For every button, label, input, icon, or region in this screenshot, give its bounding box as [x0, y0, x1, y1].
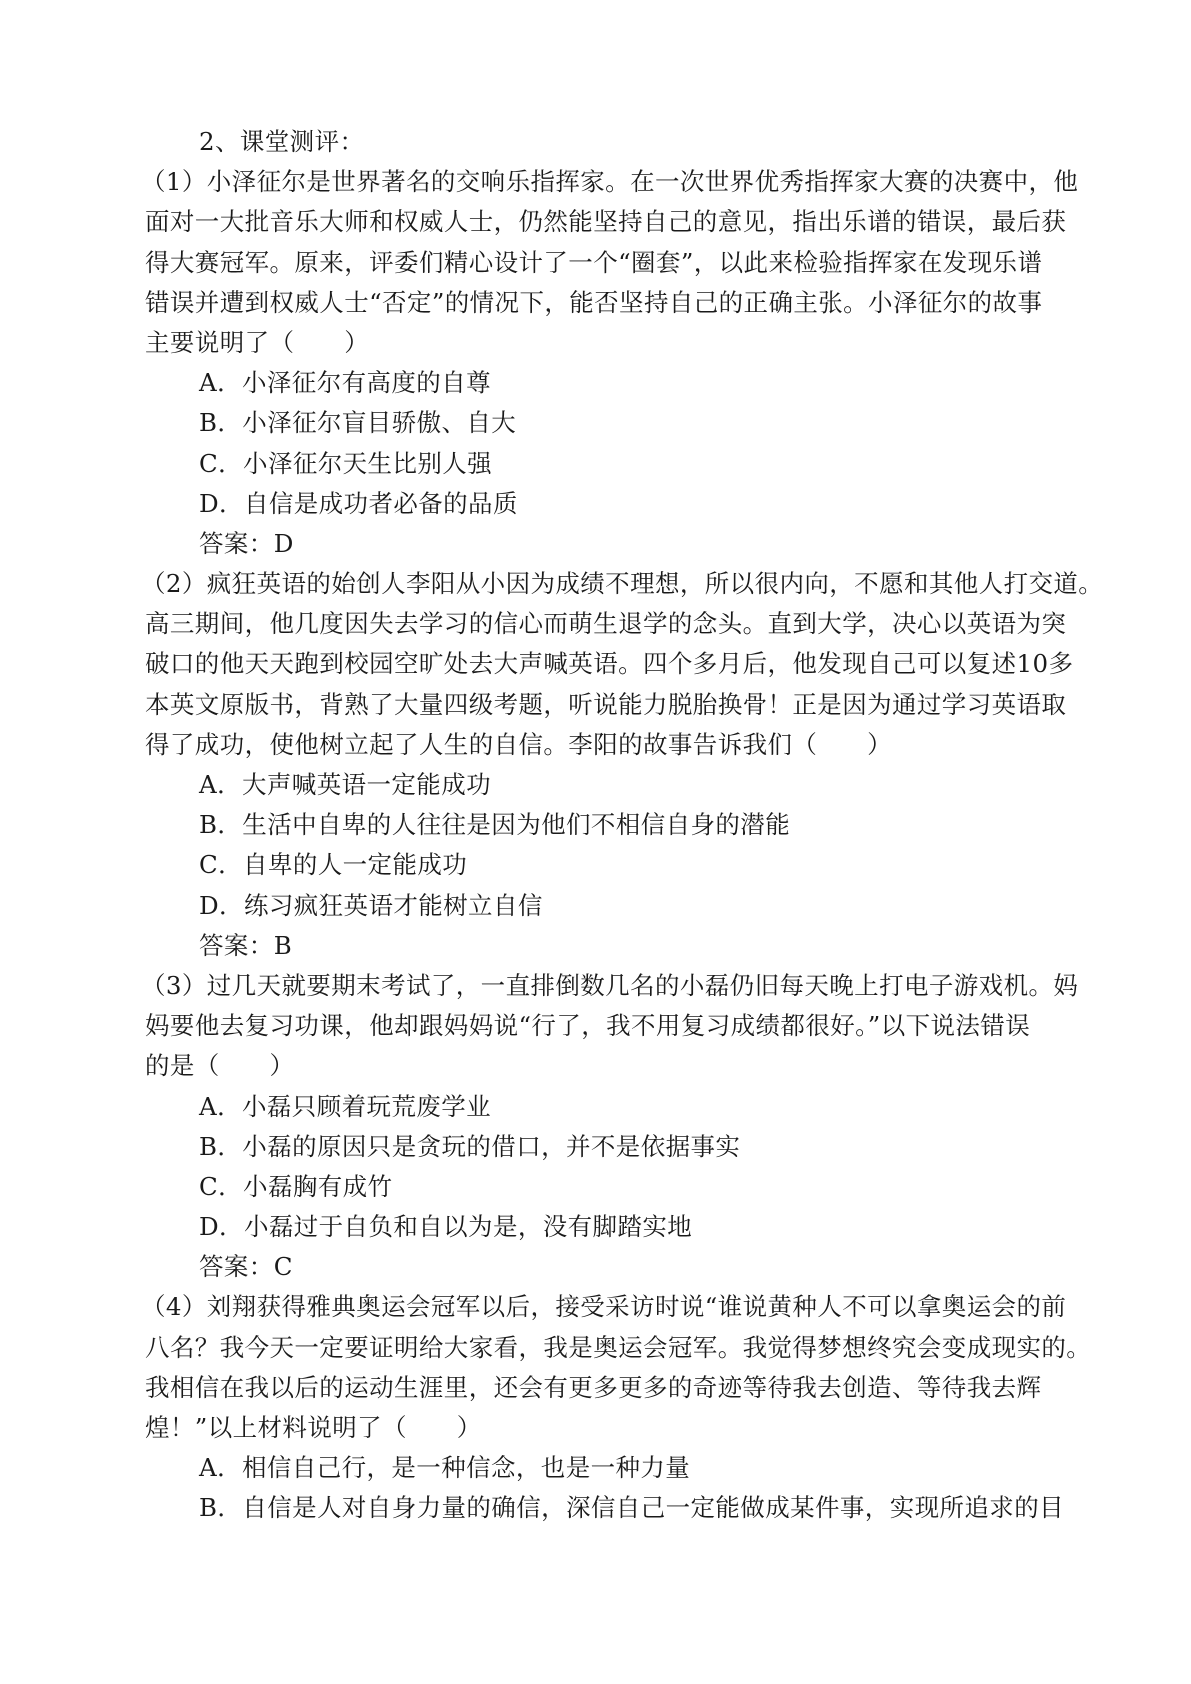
- option-d: D．小磊过于自负和自以为是，没有脚踏实地: [199, 1212, 693, 1242]
- answer: 答案：D: [199, 528, 294, 558]
- option-b: B．小泽征尔盲目骄傲、自大: [199, 408, 517, 438]
- question-stem-line: 得大赛冠军。原来，评委们精心设计了一个“圈套”，以此来检验指挥家在发现乐谱: [145, 247, 1043, 277]
- question-stem-line: （3）过几天就要期末考试了，一直排倒数几名的小磊仍旧每天晚上打电子游戏机。妈: [141, 970, 1079, 1000]
- option-a: A．大声喊英语一定能成功: [199, 770, 491, 799]
- option-d: D．自信是成功者必备的品质: [199, 488, 518, 518]
- option-a: A．小泽征尔有高度的自尊: [199, 368, 491, 398]
- answer: 答案：C: [199, 1252, 293, 1282]
- option-b: B．生活中自卑的人往往是因为他们不相信自身的潜能: [199, 810, 791, 840]
- option-c: C．自卑的人一定能成功: [199, 850, 468, 880]
- option-d: D．练习疯狂英语才能树立自信: [199, 890, 543, 920]
- question-stem-line: （4）刘翔获得雅典奥运会冠军以后，接受采访时说“谁说黄种人不可以拿奥运会的前: [141, 1292, 1067, 1322]
- option-b: B．小磊的原因只是贪玩的借口，并不是依据事实: [199, 1131, 741, 1161]
- option-a: A．相信自己行，是一种信念，也是一种力量: [199, 1453, 691, 1483]
- question-stem-line: 八名？我今天一定要证明给大家看，我是奥运会冠军。我觉得梦想终究会变成现实的。: [145, 1332, 1092, 1362]
- section-title: 2、课堂测评：: [199, 127, 365, 156]
- question-stem-line: 得了成功，使他树立起了人生的自信。李阳的故事告诉我们（ ）: [145, 729, 892, 759]
- question-stem-line: 煌！”以上材料说明了（ ）: [145, 1413, 482, 1442]
- question-stem-line: 的是（ ）: [145, 1051, 295, 1081]
- option-b: B．自信是人对自身力量的确信，深信自己一定能做成某件事，实现所追求的目: [199, 1493, 1065, 1523]
- question-stem-line: 我相信在我以后的运动生涯里，还会有更多更多的奇迹等待我去创造、等待我去辉: [145, 1372, 1042, 1402]
- question-stem-line: （1）小泽征尔是世界著名的交响乐指挥家。在一次世界优秀指挥家大赛的决赛中，他: [141, 167, 1079, 197]
- answer: 答案：B: [199, 930, 293, 960]
- question-stem-line: 破口的他天天跑到校园空旷处去大声喊英语。四个多月后，他发现自己可以复述10多: [145, 649, 1074, 679]
- question-1: [141, 162, 1079, 564]
- option-c: C．小磊胸有成竹: [199, 1171, 393, 1201]
- option-c: C．小泽征尔天生比别人强: [199, 448, 493, 478]
- question-3: [141, 966, 1079, 1288]
- question-2: [141, 564, 1104, 966]
- question-stem-line: 主要说明了（ ）: [145, 327, 370, 357]
- question-stem-line: 高三期间，他几度因失去学习的信心而萌生退学的念头。直到大学，决心以英语为突: [145, 609, 1067, 639]
- question-stem-line: 错误并遭到权威人士“否定”的情况下，能否坚持自己的正确主张。小泽征尔的故事: [145, 287, 1043, 317]
- question-stem-line: 妈要他去复习功课，他却跟妈妈说“行了，我不用复习成绩都很好。”以下说法错误: [145, 1011, 1031, 1041]
- question-stem-line: 本英文原版书，背熟了大量四级考题，听说能力脱胎换骨！正是因为通过学习英语取: [145, 689, 1067, 719]
- option-a: A．小磊只顾着玩荒废学业: [199, 1091, 491, 1121]
- document-page: [141, 122, 1104, 1529]
- question-stem-line: 面对一大批音乐大师和权威人士，仍然能坚持自己的意见，指出乐谱的错误，最后获: [145, 207, 1067, 237]
- question-4: [141, 1287, 1092, 1528]
- question-stem-line: （2）疯狂英语的始创人李阳从小因为成绩不理想，所以很内向，不愿和其他人打交道。: [141, 569, 1104, 599]
